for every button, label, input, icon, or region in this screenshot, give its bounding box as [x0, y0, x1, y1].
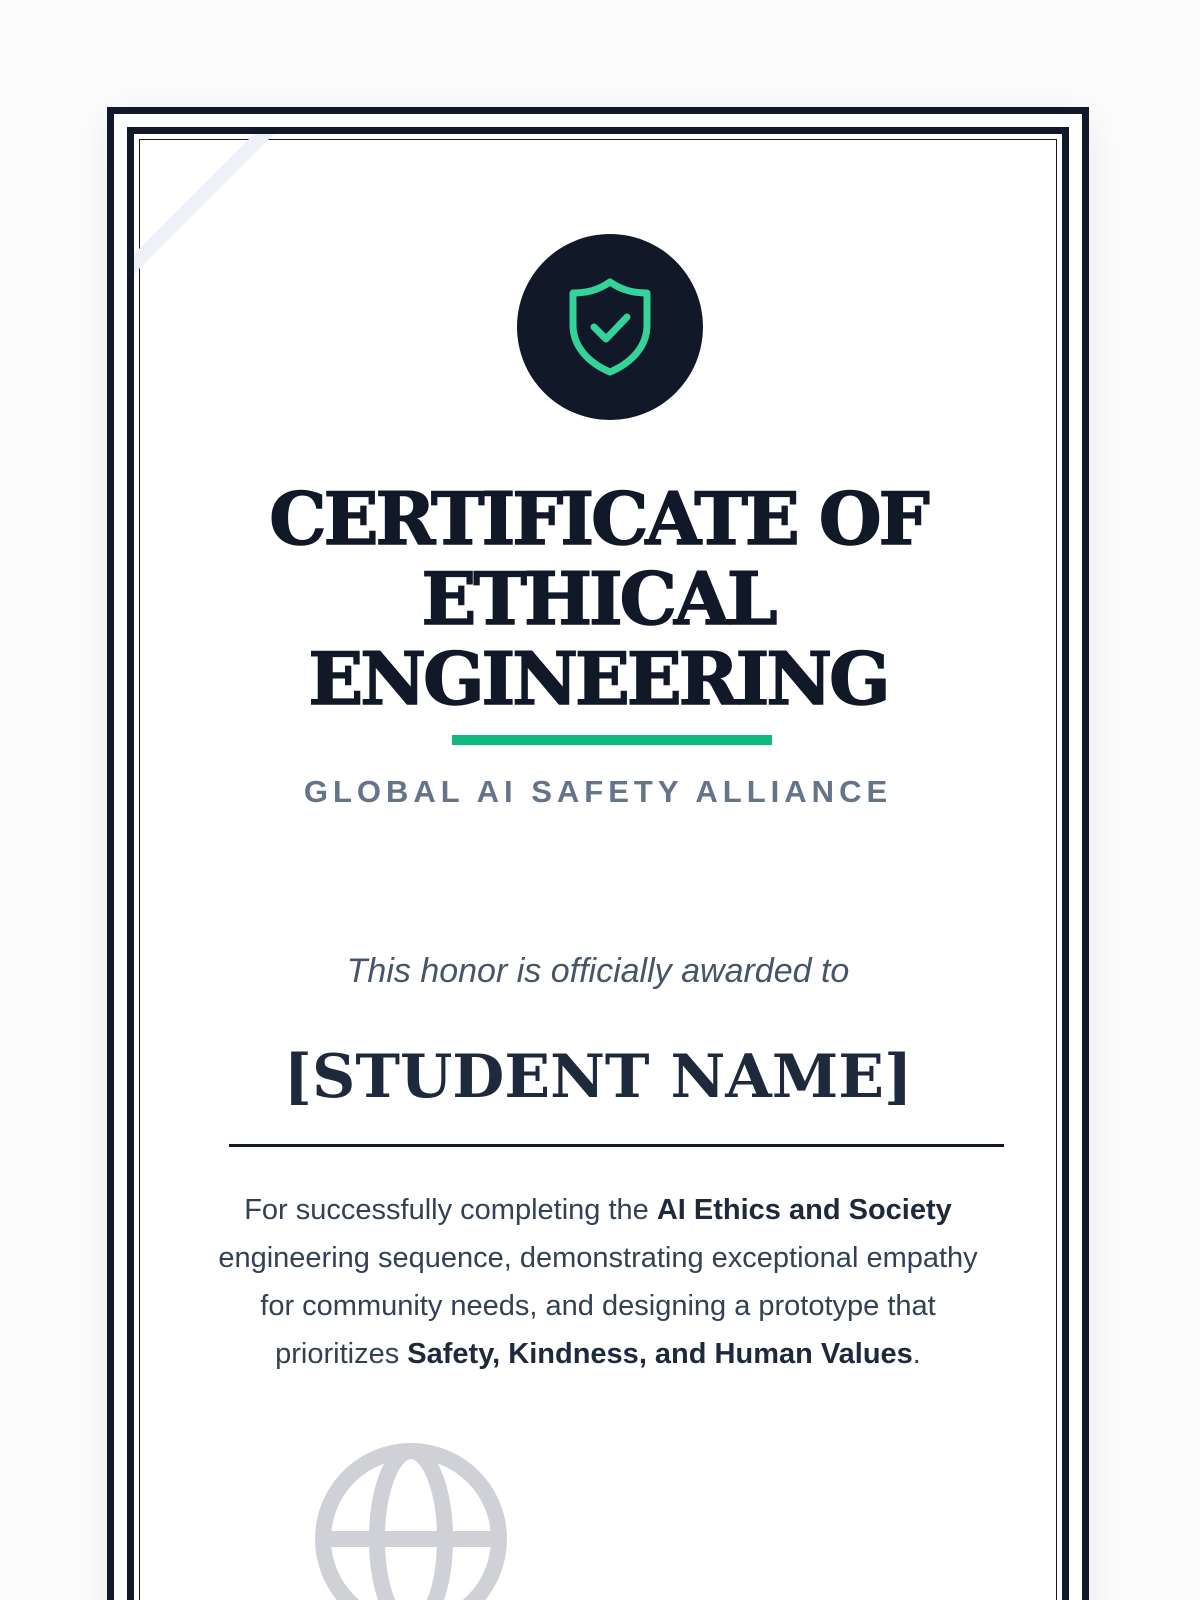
description-text: For successfully completing the — [244, 1194, 657, 1226]
recipient-name: [STUDENT NAME] — [283, 1042, 913, 1112]
name-underline — [229, 1144, 1004, 1147]
organization-name: GLOBAL AI SAFETY ALLIANCE — [303, 774, 893, 809]
title-line: ENGINEERING — [308, 636, 888, 721]
certificate — [107, 107, 1089, 1600]
core-values: Safety, Kindness, and Human Values — [407, 1338, 913, 1370]
seal-badge — [517, 234, 703, 420]
certificate-description — [214, 1186, 982, 1378]
globe-icon — [311, 1439, 511, 1600]
awarded-to-text: This honor is officially awarded to — [346, 952, 850, 990]
title-line: CERTIFICATE OF — [269, 476, 927, 561]
description-period: . — [912, 1338, 921, 1370]
certificate-title — [174, 476, 1022, 721]
title-line: ETHICAL — [421, 556, 775, 641]
shield-check-icon — [565, 277, 655, 377]
title-accent-bar — [452, 735, 772, 745]
certificate-inner-frame — [127, 127, 1069, 1600]
corner-decoration — [134, 134, 294, 294]
description-text: engineering sequence, demonstrating exceptional empathy for community needs, and designing a prototype that prioritizes — [218, 1242, 978, 1370]
course-name: AI Ethics and Society — [656, 1194, 952, 1226]
